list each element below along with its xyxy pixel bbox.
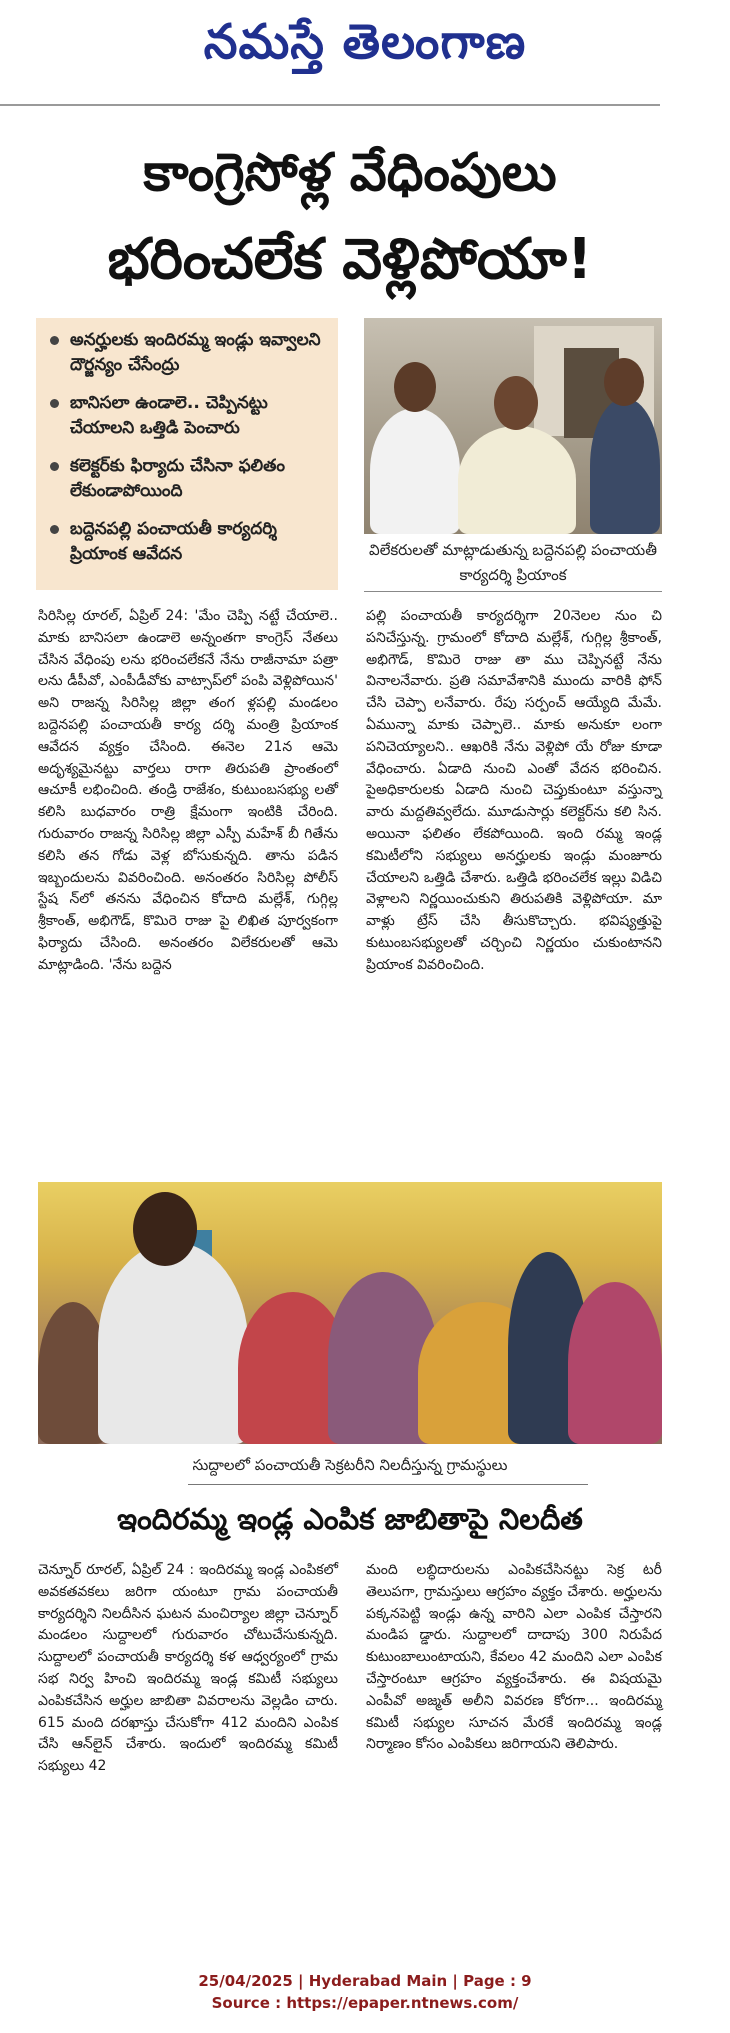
masthead-rule: [0, 104, 660, 106]
story1-column-1: సిరిసిల్ల రూరల్, ఏప్రిల్ 24: 'మేం చెప్పి నట్టే చేయాలె.. మాకు బానిసలా ఉండాలె అన్నంతగా కాంగ్రెస్ నేతలు చేసిన వేధింపు లను భరించలేకనే నేను రాజీనామా పత్రా లను డీపీవో, ఎంపీడీవోకు వాట్సాప్‌లో పంపి వెళ్లిపోయిన' అని రాజన్న సిరిసిల్ల జిల్లా తంగ ళ్లపల్లి మండలం బద్దెనపల్లి పంచాయతీ కార్య దర్శి మంత్రి ప్రియాంక ఆవేదన వ్యక్తం చేసింది. ఈనెల 21న ఆమె అదృశ్యమైనట్టు వార్తలు రాగా తిరుపతి ప్రాంతంలో ఆచూకీ లభించింది. తండ్రి రాజేశం, కుటుంబసభ్యు లతో కలిసి బుధవారం రాత్రి క్షేమంగా ఇంటికి చేరింది. గురువారం రాజన్న సిరిసిల్ల జిల్లా ఎస్పీ మహేశ్ బీ గితేను కలిసి తన గోడు వెళ్ల బోసుకున్నది. తాను పడిన ఇబ్బందులను వివరించింది. అనంతరం సిరిసిల్ల పోలీస్ స్టేష న్‌లో తనను వేధించిన కోదాది మల్లేశ్, గుగ్గిల్ల శ్రీకాంత్, అభిగౌడ్, కొమిరె రాజు పై లిఖిత పూర్వకంగా ఫిర్యాదు చేసింది. అనంతరం విలేకరులతో ఆమె మాట్లాడింది. 'నేను బద్దెన: [38, 608, 338, 973]
highlight-item: [48, 328, 326, 378]
bullet-icon: [50, 462, 59, 471]
caption-rule: [188, 1484, 588, 1485]
highlight-item: [48, 517, 326, 567]
photo-crowd-person: [133, 1192, 197, 1266]
bullet-icon: [50, 525, 59, 534]
highlight-text: కలెక్టర్‌కు ఫిర్యాదు చేసినా ఫలితం లేకుండాపోయింది: [70, 456, 285, 501]
bullet-icon: [50, 399, 59, 408]
photo-crowd-person: [568, 1282, 662, 1444]
highlight-text: బానిసలా ఉండాలె.. చెప్పినట్టు చేయాలని ఒత్తిడి పెంచారు: [70, 393, 268, 438]
headline-2: ఇందిరమ్మ ఇండ్ల ఎంపిక జాబితాపై నిలదీత: [117, 1502, 583, 1536]
story2-column-1: చెన్నూర్ రూరల్, ఏప్రిల్ 24 : ఇందిరమ్మ ఇండ్ల ఎంపికలో అవకతవకలు జరిగా యంటూ గ్రామ పంచాయతీ కార్యదర్శిని నిలదీసిన ఘటన మంచిర్యాల జిల్లా చెన్నూర్ మండలం సుద్దాలలో గురువారం చోటుచేసుకున్నది. సుద్దాలలో పంచాయతీ కార్యదర్శి కళ ఆధ్వర్యంలో గ్రామ సభ నిర్వ హించి ఇందిరమ్మ ఇండ్ల కమిటీ సభ్యులు ఎంపికచేసిన అర్హుల జాబితా వివరాలను వెల్లడిం చారు. 615 మంది దరఖాస్తు చేసుకోగా 412 మందిని ఎంపిక చేసి ఆన్‌లైన్ చేశారు. ఇందులో ఇందిరమ్మ కమిటీ సభ్యులు 42: [38, 1562, 338, 1775]
photo-crowd-person: [98, 1242, 248, 1444]
headline-line-2: భరించలేక వెళ్లిపోయా!: [107, 227, 593, 292]
highlights-box: [36, 318, 338, 590]
photo-caption-1: విలేకరులతో మాట్లాడుతున్న బద్దెనపల్లి పంచాయతీ కార్యదర్శి ప్రియాంక: [364, 534, 662, 592]
photo-villagers: [38, 1182, 662, 1444]
photo-caption-2: [38, 1446, 662, 1486]
masthead: [0, 0, 730, 100]
newspaper-logo: నమస్తే తెలంగాణ: [203, 14, 527, 70]
photo-person-center-head: [494, 376, 538, 430]
highlight-item: [48, 391, 326, 441]
photo-person-center: [458, 426, 576, 534]
photo-person-left: [370, 408, 460, 534]
footer-source: Source : https://epaper.ntnews.com/: [211, 1994, 519, 2012]
photo-caption-2-text: సుద్దాలలో పంచాయతీ సెక్రటరీని నిలదీస్తున్న గ్రామస్థులు: [192, 1456, 508, 1474]
story2-column-2: మంది లబ్ధిదారులను ఎంపికచేసినట్టు సెక్ర టరీ తెలుపగా, గ్రామస్తులు ఆగ్రహం వ్యక్తం చేశారు. అర్హులను పక్కనపెట్టి ఇండ్లు ఉన్న వారిని ఎలా ఎంపిక చేస్తారని మండిప డ్డారు. సుద్దాలలో దాదాపు 300 నిరుపేద కుటుంబాలుంటాయని, కేవలం 42 మందిని ఎలా ఎంపిక చేస్తారంటూ ఆగ్రహం వ్యక్తంచేశారు. ఈ విషయమై ఎంపీవో అజ్మత్ అలీని వివరణ కోరగా... ఇందిరమ్మ కమిటీ సభ్యుల సూచన మేరకే ఇందిరమ్మ ఇండ్ల నిర్మాణం కోసం ఎంపికలు జరిగాయని తెలిపారు.: [366, 1562, 662, 1753]
photo-priyanka: [364, 318, 662, 534]
highlight-item: [48, 454, 326, 504]
footer-edition-info: 25/04/2025 | Hyderabad Main | Page : 9: [198, 1972, 532, 1990]
story1-column-2: పల్లి పంచాయతీ కార్యదర్శిగా 20నెలల నుం చి పనిచేస్తున్న. గ్రామంలో కోదాది మల్లేశ్, గుగ్గిల్ల శ్రీకాంత్, అభిగౌడ్, కొమిరె రాజు తా ము చెప్పినట్టే నేను వినాలనేవారు. ప్రతి సమావేశానికి ముందు వారికి ఫోన్ చేసి చెప్పా లనేవారు. రేపు సర్పంచ్ ఆయ్యేది మేమే. ఏమున్నా మాకు చెప్పాలె.. మాకు అనుకూ లంగా పనిచెయ్యాలని.. ఆఖరికి నేను వెళ్లిపో యే రోజు కూడా వేధించారు. ఏడాది నుంచి ఎంతో వేదన భరించిన. పైఅధికారులకు ఏడాది నుంచి చెప్తుకుంటూ వస్తున్నా వారు మద్దతివ్వలేదు. మూడుసార్లు కలెక్టర్‌ను కలి సిన. అయినా ఫలితం లేకపోయింది. ఇంది రమ్మ ఇండ్ల కమిటీలోని సభ్యులు అనర్హులకు ఇండ్లు మంజూరు చేయాలని ఒత్తిడి చేశారు. ఒత్తిడి భరించలేక ఇల్లు విడిచి వెళ్లాలని నిర్ణయించుకుని తిరుపతికి వెళ్లిపోయా. మా వాళ్లు ట్రేస్ చేసి తీసుకొచ్చారు. భవిష్యత్తుపై కుటుంబసభ్యులతో చర్చించి నిర్ణయం చుకుంటానని ప్రియాంక వివరించింది.: [366, 608, 662, 973]
page-footer: [0, 1970, 730, 2014]
headline-line-1: కాంగ్రెసోళ్ల వేధింపులు: [143, 143, 557, 203]
highlight-text: బద్దెనపల్లి పంచాయతీ కార్యదర్శి ప్రియాంక ఆవేదన: [70, 519, 277, 564]
photo-person-left-head: [394, 362, 436, 412]
photo-person-right: [590, 398, 660, 534]
photo-person-right-head: [604, 358, 644, 406]
highlight-text: అనర్హులకు ఇందిరమ్మ ఇండ్లు ఇవ్వాలని దౌర్జన్యం చేసేంద్రు: [70, 330, 321, 375]
bullet-icon: [50, 336, 59, 345]
